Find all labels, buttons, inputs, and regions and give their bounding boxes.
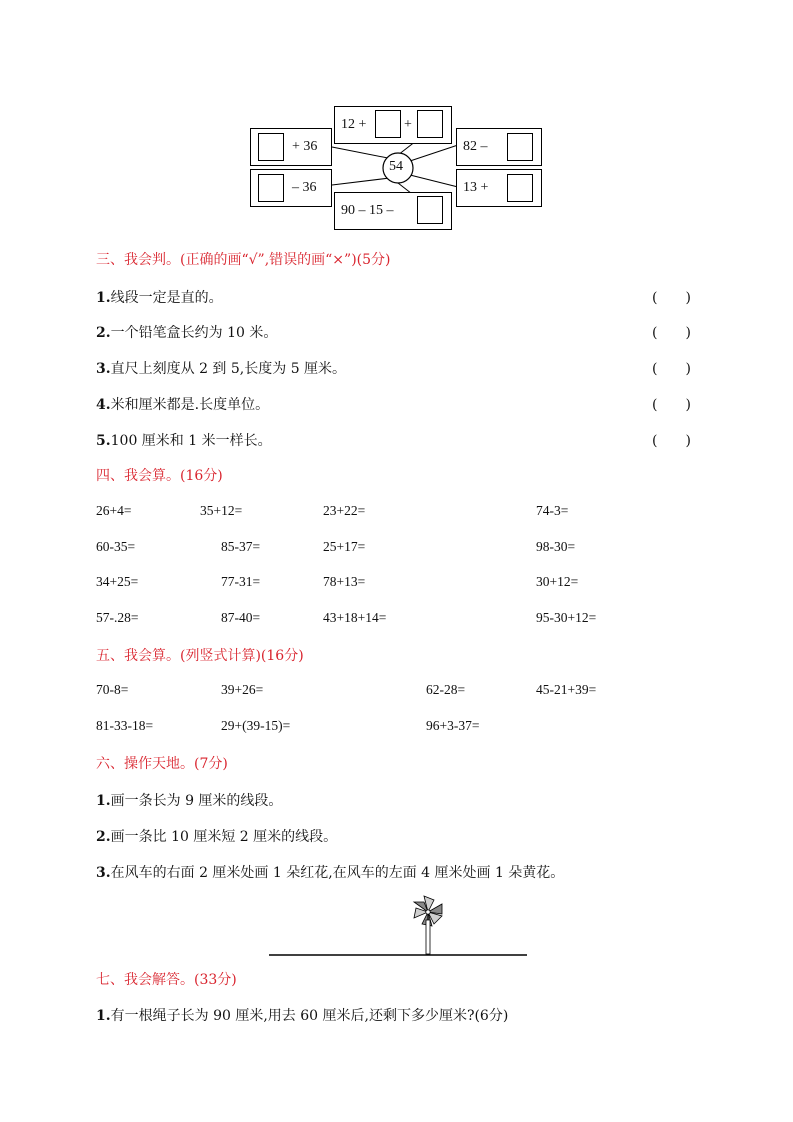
item-number: 1. bbox=[96, 793, 111, 809]
bottom-equation-text: 90 – 15 – bbox=[341, 203, 394, 218]
item-number: 4. bbox=[96, 397, 111, 413]
item-number: 2. bbox=[96, 325, 111, 341]
answer-box[interactable] bbox=[258, 133, 284, 161]
left-bottom-equation-text: – 36 bbox=[292, 180, 317, 195]
answer-parentheses[interactable]: ( ) bbox=[652, 433, 691, 449]
pinwheel-drawing bbox=[266, 890, 530, 962]
calc-problem: 81-33-18= bbox=[96, 718, 154, 733]
item-text: 画一条比 10 厘米短 2 厘米的线段。 bbox=[110, 829, 338, 845]
answer-box[interactable] bbox=[375, 110, 401, 138]
calc-problem: 87-40= bbox=[221, 610, 261, 625]
calc-problem: 74-3= bbox=[536, 503, 569, 518]
item-text: 画一条长为 9 厘米的线段。 bbox=[110, 793, 283, 809]
item-text: 有一根绳子长为 90 厘米,用去 60 厘米后,还剩下多少厘米?(6分) bbox=[110, 1008, 509, 1024]
item-text: 在风车的右面 2 厘米处画 1 朵红花,在风车的左面 4 厘米处画 1 朵黄花。 bbox=[110, 865, 565, 881]
task-item bbox=[96, 790, 282, 810]
answer-parentheses[interactable]: ( ) bbox=[652, 397, 691, 413]
item-number: 3. bbox=[96, 361, 111, 377]
item-number: 1. bbox=[96, 1008, 111, 1024]
calc-problem: 77-31= bbox=[221, 574, 261, 589]
calc-problem: 60-35= bbox=[96, 539, 136, 554]
section-5-title: 五、我会算。(列竖式计算)(16分) bbox=[96, 648, 304, 664]
center-number: 54 bbox=[389, 159, 403, 174]
calc-problem: 43+18+14= bbox=[323, 610, 387, 625]
calc-problem: 25+17= bbox=[323, 539, 366, 554]
section-7-title: 七、我会解答。(33分) bbox=[96, 972, 237, 988]
answer-box[interactable] bbox=[258, 174, 284, 202]
calc-problem: 96+3-37= bbox=[426, 718, 480, 733]
task-item bbox=[96, 862, 564, 882]
calc-problem: 62-28= bbox=[426, 682, 466, 697]
item-text: 100 厘米和 1 米一样长。 bbox=[110, 433, 272, 449]
answer-box[interactable] bbox=[507, 174, 533, 202]
pinwheel-icon bbox=[414, 896, 442, 955]
answer-box[interactable] bbox=[417, 110, 443, 138]
item-number: 2. bbox=[96, 829, 111, 845]
item-number: 3. bbox=[96, 865, 111, 881]
problem-item bbox=[96, 1005, 508, 1025]
answer-box[interactable] bbox=[417, 196, 443, 224]
section-6-title: 六、操作天地。(7分) bbox=[96, 756, 228, 772]
calc-problem: 39+26= bbox=[221, 682, 264, 697]
top-equation-plus: + bbox=[404, 117, 412, 132]
calc-problem: 78+13= bbox=[323, 574, 366, 589]
calc-problem: 45-21+39= bbox=[536, 682, 597, 697]
top-equation-text: 12 + bbox=[341, 117, 367, 132]
item-text: 直尺上刻度从 2 到 5,长度为 5 厘米。 bbox=[110, 361, 347, 377]
calc-problem: 29+(39-15)= bbox=[221, 718, 291, 733]
calc-problem: 85-37= bbox=[221, 539, 261, 554]
calc-problem: 35+12= bbox=[200, 503, 243, 518]
answer-parentheses[interactable]: ( ) bbox=[652, 325, 691, 341]
calc-problem: 95-30+12= bbox=[536, 610, 597, 625]
item-text: 米和厘米都是.长度单位。 bbox=[110, 397, 270, 413]
calc-problem: 34+25= bbox=[96, 574, 139, 589]
calc-problem: 70-8= bbox=[96, 682, 129, 697]
calc-problem: 23+22= bbox=[323, 503, 366, 518]
item-text: 一个铅笔盒长约为 10 米。 bbox=[110, 325, 278, 341]
item-number: 1. bbox=[96, 290, 111, 306]
section-4-title: 四、我会算。(16分) bbox=[96, 468, 223, 484]
item-number: 5. bbox=[96, 433, 111, 449]
calc-problem: 26+4= bbox=[96, 503, 132, 518]
answer-parentheses[interactable]: ( ) bbox=[652, 361, 691, 377]
calc-problem: 57-.28= bbox=[96, 610, 139, 625]
left-top-equation-text: + 36 bbox=[292, 139, 318, 154]
calc-problem: 30+12= bbox=[536, 574, 579, 589]
item-text: 线段一定是直的。 bbox=[110, 290, 223, 306]
answer-parentheses[interactable]: ( ) bbox=[652, 290, 691, 306]
calc-problem: 98-30= bbox=[536, 539, 576, 554]
right-bottom-equation-text: 13 + bbox=[463, 180, 489, 195]
answer-box[interactable] bbox=[507, 133, 533, 161]
right-top-equation-text: 82 – bbox=[463, 139, 488, 154]
section-3-title: 三、我会判。(正确的画“√”,错误的画“×”)(5分) bbox=[96, 252, 391, 268]
task-item bbox=[96, 826, 337, 846]
